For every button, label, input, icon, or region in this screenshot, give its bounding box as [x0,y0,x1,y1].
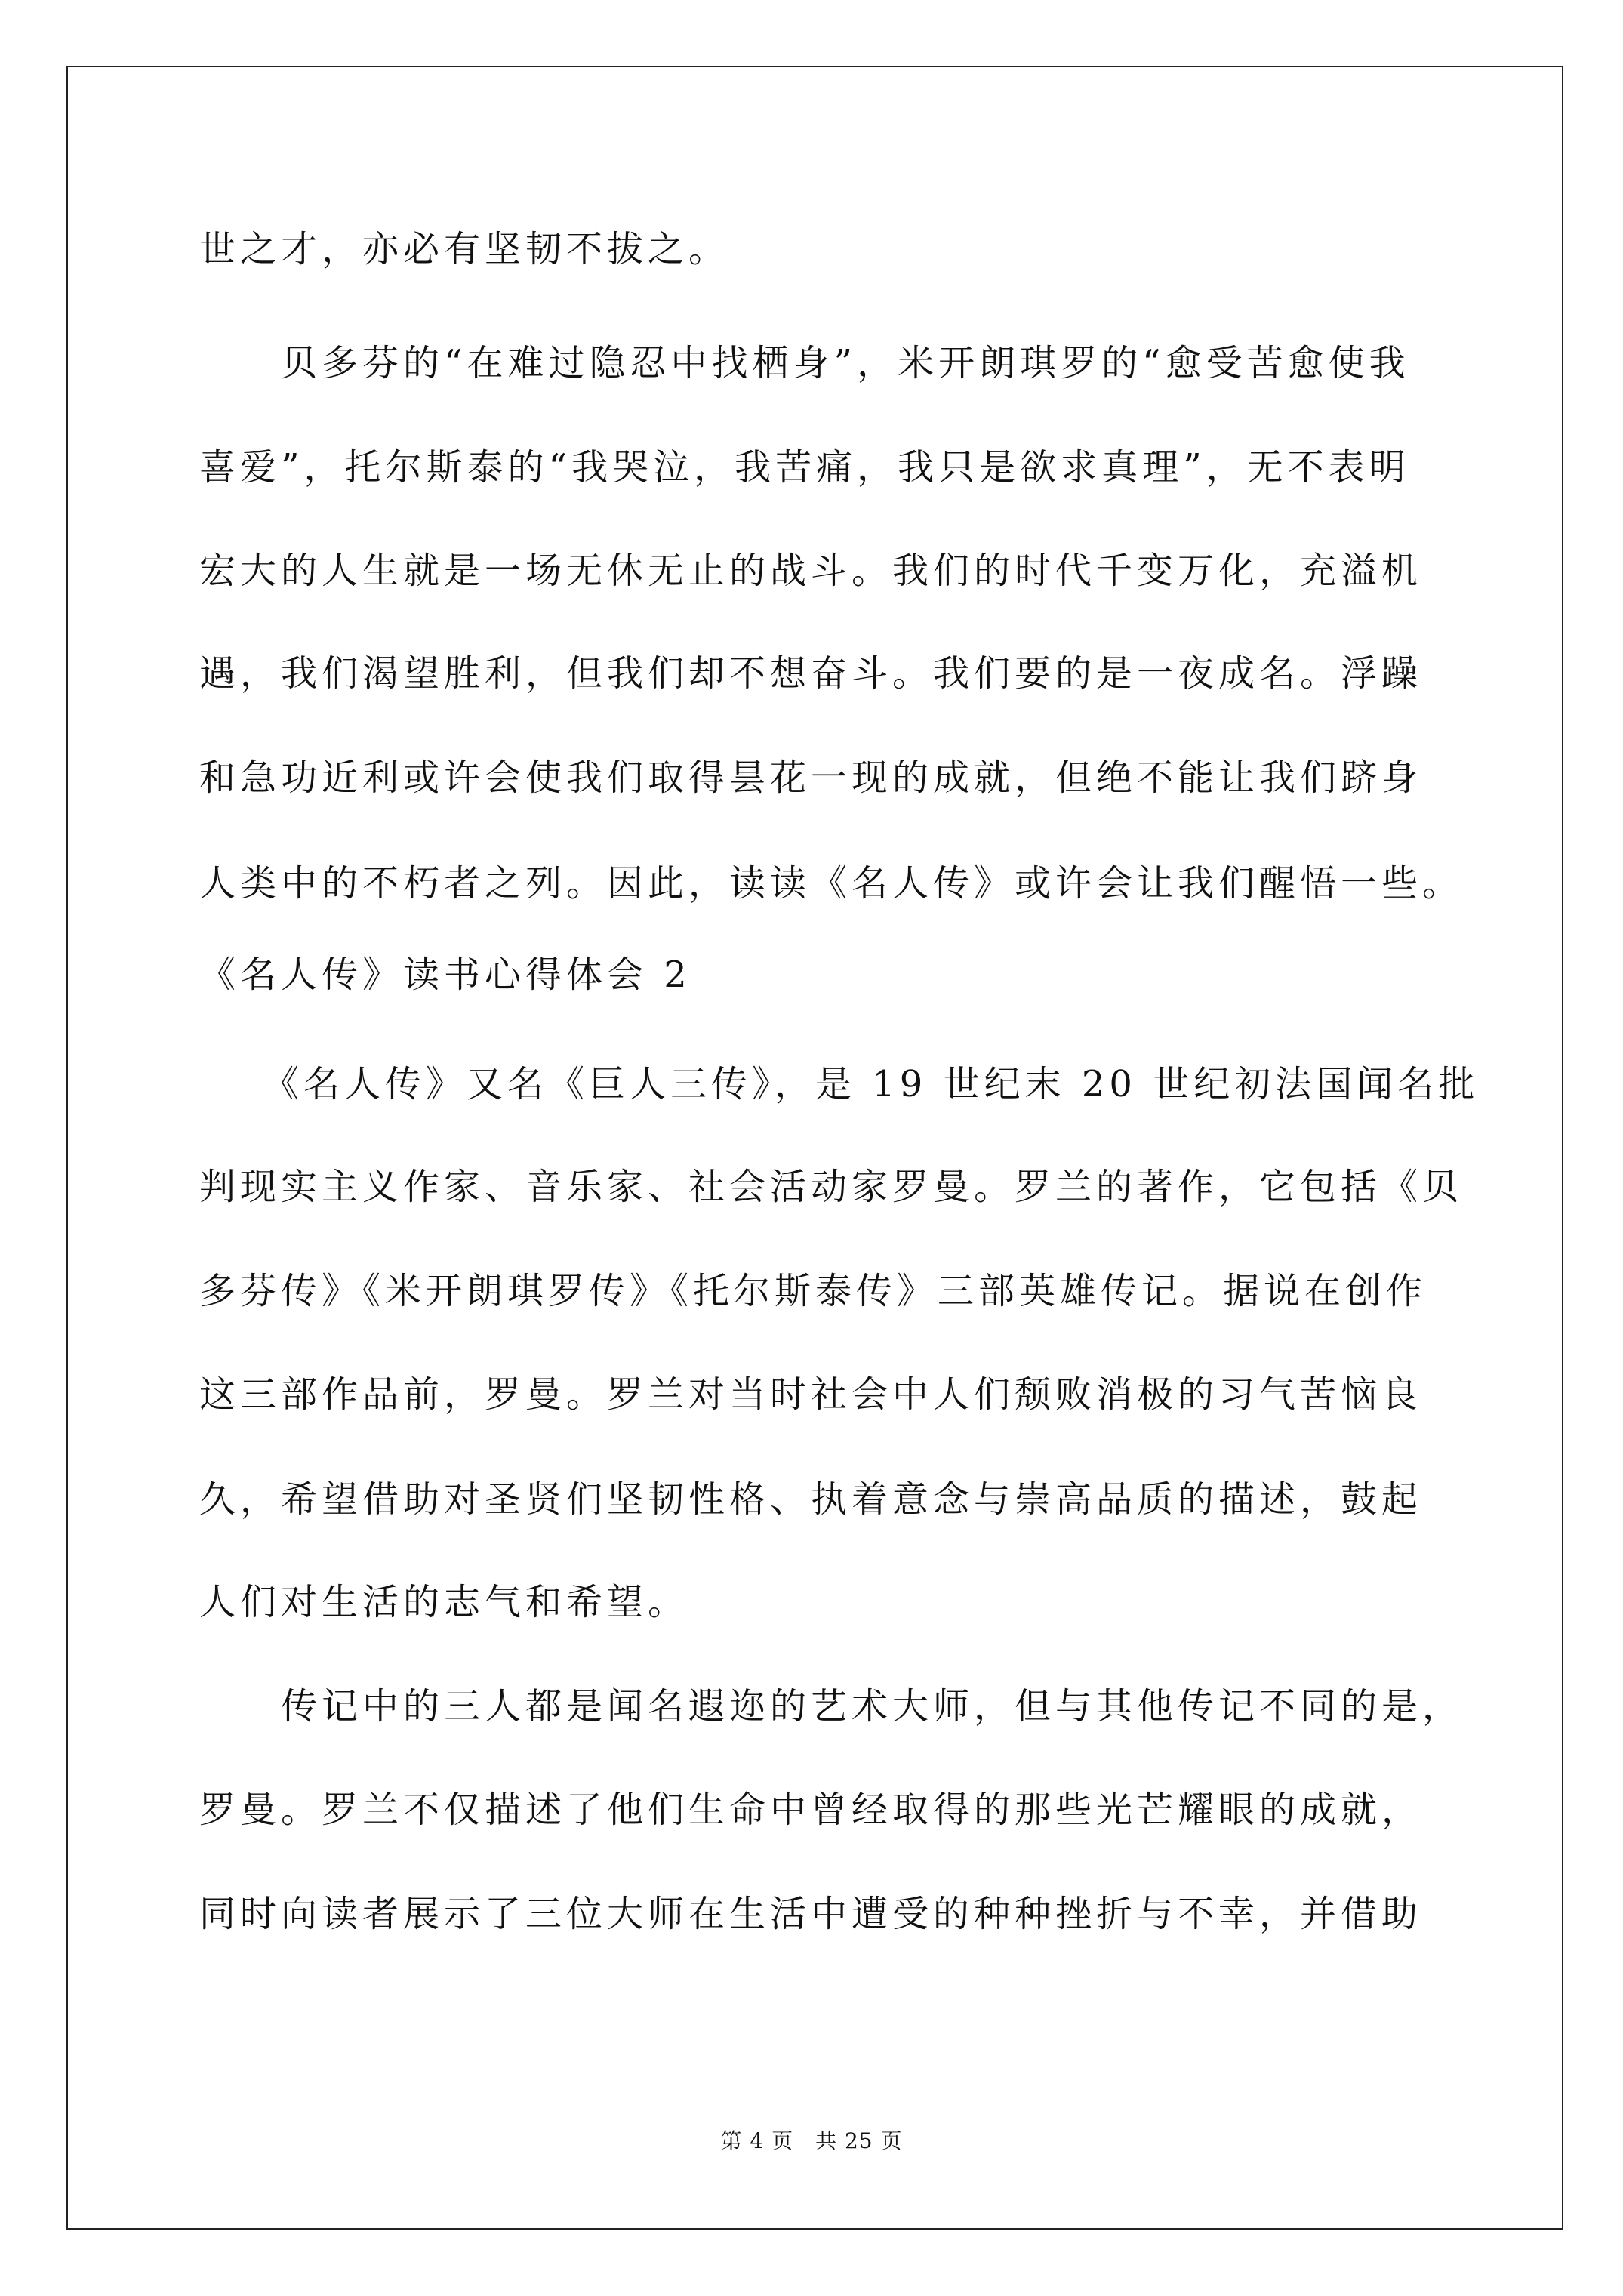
text-line: 同时向读者展示了三位大师在生活中遭受的种种挫折与不幸，并借助 [199,1893,1423,1935]
text-line: 《名人传》又名《巨人三传》，是 19 世纪末 20 世纪初法国闻名批 [199,1063,1480,1105]
text-line: 和急功近利或许会使我们取得昙花一现的成就，但绝不能让我们跻身 [199,757,1423,799]
text-line: 传记中的三人都是闻名遐迩的艺术大师，但与其他传记不同的是， [199,1685,1464,1727]
text-line: 人类中的不朽者之列。因此，读读《名人传》或许会让我们醒悟一些。 [199,862,1464,905]
text-line: 人们对生活的志气和希望。 [199,1581,689,1623]
text-line: 贝多芬的“在难过隐忍中找栖身”，米开朗琪罗的“愈受苦愈使我 [199,342,1410,384]
text-line: 判现实主义作家、音乐家、社会活动家罗曼。罗兰的著作，它包括《贝 [199,1166,1464,1208]
text-line: 喜爱”，托尔斯泰的“我哭泣，我苦痛，我只是欲求真理”，无不表明 [199,446,1410,488]
page-number-footer: 第 4 页 共 25 页 [720,2128,903,2153]
text-line: 世之才，亦必有坚韧不拔之。 [199,228,730,270]
text-line: 久，希望借助对圣贤们坚韧性格、执着意念与崇高品质的描述，鼓起 [199,1478,1423,1521]
text-line: 这三部作品前，罗曼。罗兰对当时社会中人们颓败消极的习气苦恼良 [199,1373,1423,1416]
text-line: 多芬传》《米开朗琪罗传》《托尔斯泰传》三部英雄传记。据说在创作 [199,1270,1427,1312]
text-line: 遇，我们渴望胜利，但我们却不想奋斗。我们要的是一夜成名。浮躁 [199,652,1423,695]
text-line: 罗曼。罗兰不仅描述了他们生命中曾经取得的那些光芒耀眼的成就， [199,1789,1423,1831]
text-line: 宏大的人生就是一场无休无止的战斗。我们的时代千变万化，充溢机 [199,550,1423,592]
section-heading: 《名人传》读书心得体会 2 [199,954,691,996]
